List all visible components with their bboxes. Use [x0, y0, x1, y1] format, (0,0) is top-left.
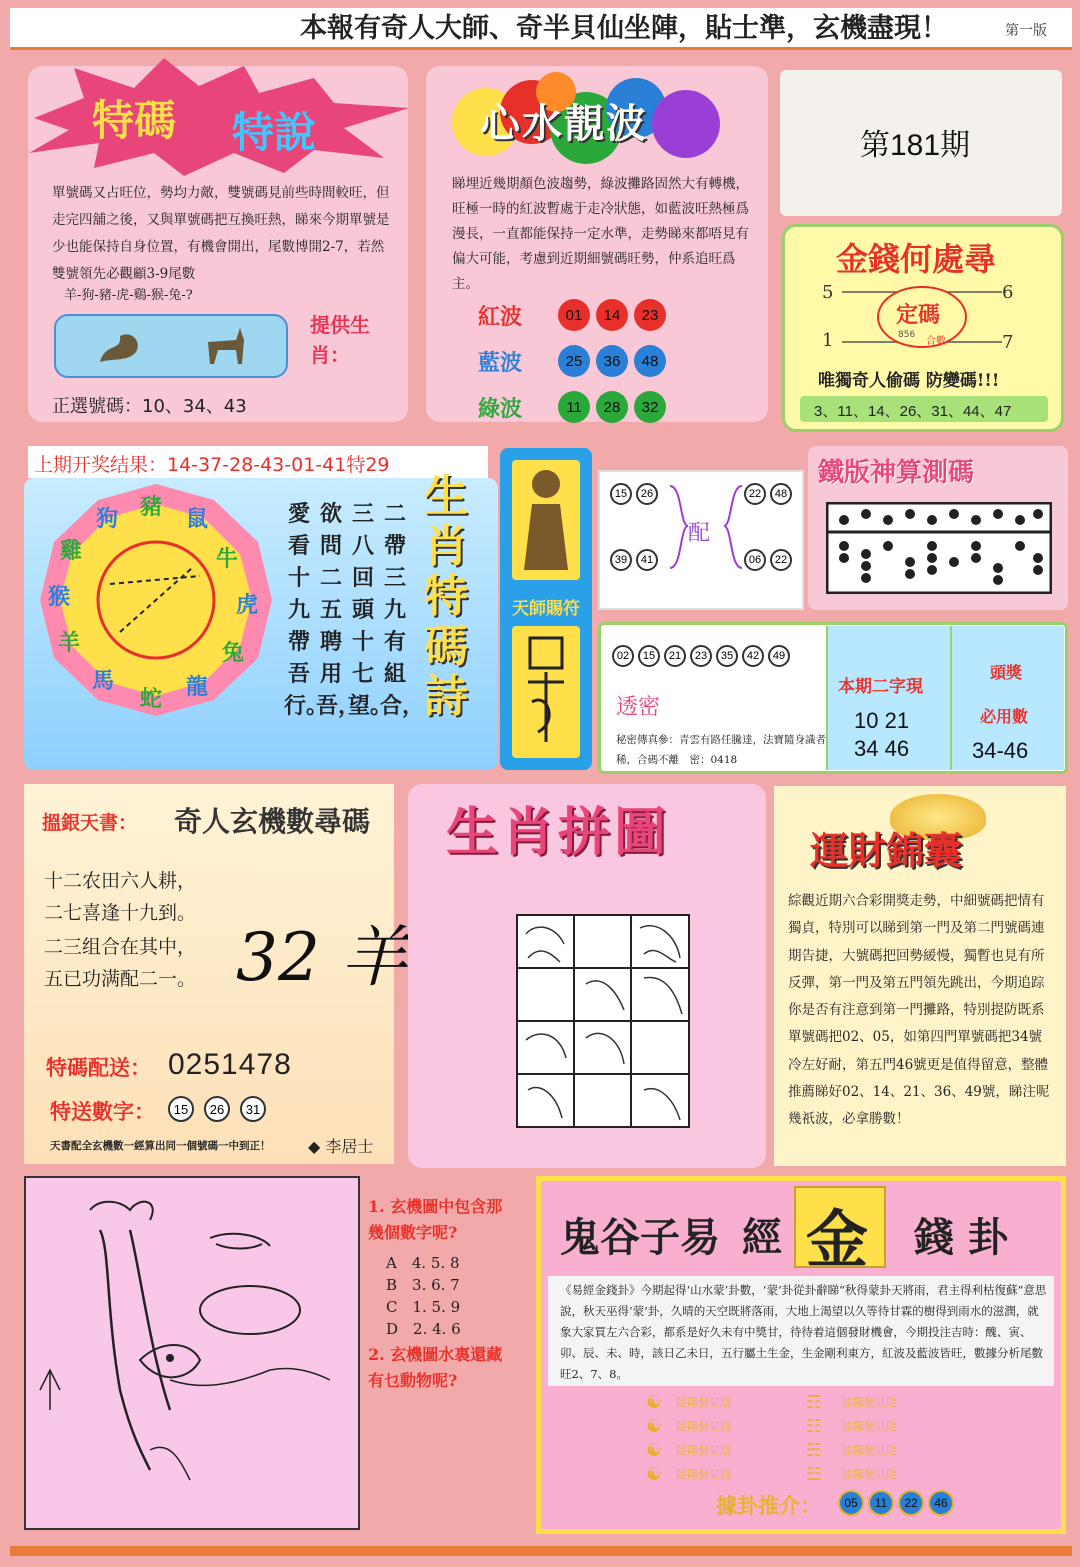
zodiac-ox: 牛 — [216, 547, 239, 572]
toumi-nums — [612, 644, 794, 667]
yao-icon: ☳ — [806, 1463, 823, 1485]
guigu-title-c: 錢卦 — [914, 1214, 1022, 1261]
wave-row-red — [478, 292, 738, 338]
wave-rows — [478, 292, 738, 430]
toumi-note: 秘密傳真參：青雲有路任騰達，法寶隨身識者稀，合碼不離 密：0418 — [616, 734, 826, 766]
hex-row — [806, 1414, 966, 1438]
jinqian-title: 金錢何處尋 — [836, 240, 997, 278]
send-circle: 31 — [240, 1096, 266, 1122]
qiren-line-4: 五已功满配二一。 — [44, 968, 197, 990]
tou-sub: 必用數 — [980, 707, 1029, 726]
wave-row-green — [478, 384, 738, 430]
erzi-num-2: 34 46 — [854, 736, 910, 761]
zodiac-snake: 蛇 — [140, 687, 163, 712]
yao-icon: ☶ — [806, 1391, 823, 1413]
pei-circle: 26 — [636, 483, 658, 505]
pei-circle: 15 — [610, 483, 632, 505]
bagua-icon: ☯ — [646, 1439, 663, 1461]
qiren-author: ◆ 李居士 — [308, 1137, 374, 1156]
toumi-circle: 15 — [638, 645, 660, 667]
hexagram-right — [806, 1390, 966, 1486]
erzi-title: 本期二字現 — [838, 677, 923, 697]
provide-label: 提供生肖： — [310, 313, 370, 367]
frog-tree-drawing — [30, 1190, 350, 1520]
tema-animals: 羊-狗-豬-虎-鷄-猴-兔-? — [64, 288, 193, 303]
zodiac-goat: 羊 — [58, 631, 81, 656]
wave-row-blue — [478, 338, 738, 384]
zodiac-pig: 豬 — [140, 495, 163, 520]
xinshui-title: 心水靚波 — [480, 100, 648, 147]
question-2: 2. 玄機圖水裏還藏有乜動物呢? — [368, 1345, 503, 1390]
guigu-title-gold: 金 — [806, 1203, 869, 1276]
bagua-icon: ☯ — [646, 1415, 663, 1437]
wave-label-blue: 藍波 — [478, 349, 523, 376]
recommend-nums — [838, 1490, 958, 1516]
tianshi-label: 天師賜符 — [512, 599, 580, 619]
pei-left-top — [610, 482, 662, 505]
tou-val: 34-46 — [972, 738, 1029, 763]
send-circle: 26 — [204, 1096, 230, 1122]
hex-row — [646, 1438, 786, 1462]
wave-label-green: 綠波 — [478, 395, 523, 422]
hex-label: 陰陽倒見陰 — [676, 1396, 732, 1409]
tema-title-1: 特碼 — [92, 96, 177, 145]
yao-icon: ☵ — [806, 1439, 823, 1461]
last-result: 上期开奖结果：14-37-28-43-01-41特29 — [34, 454, 390, 476]
recommend-circle: 11 — [868, 1490, 894, 1516]
jinqian-slogan: 唯獨奇人偷碼 防變碼!!! — [818, 371, 1000, 391]
zodiac-dog: 狗 — [96, 507, 119, 532]
yao-icon: ☷ — [806, 1415, 823, 1437]
yuncai-title: 運財錦囊 — [810, 828, 963, 873]
ball: 01 — [558, 299, 590, 331]
jinqian-numbers: 3、11、14、26、31、44、47 — [814, 403, 1012, 420]
poem-col-3: 欲問二五聘用吾， — [316, 501, 361, 719]
hex-label: 陰陽倒見陰 — [676, 1468, 732, 1481]
zodiac-tiger: 虎 — [236, 593, 259, 618]
option-c: C 1. 5. 9 — [386, 1298, 461, 1316]
yuncai-text: 綜觀近期六合彩開獎走勢，中細號碼把情有獨貞，特別可以睇到第一門及第二門號碼連期告捷，大號碼把回勢緩慢，獨暫也見有所反彈，第一門及第五門領先跳出，今期追踪你是否有注意到第一門攤路，特別提防既系單號碼把02、05，如第四門單號碼把34號冷左好耐，第五門46號更是值得留意，整體推薦睇好02、14、21、36、49號，睇注呢幾祇波，必拿勝數！ — [788, 893, 1050, 1128]
ball: 23 — [634, 299, 666, 331]
ball: 32 — [634, 391, 666, 423]
bagua-icon: ☯ — [646, 1463, 663, 1485]
hex-label: 陰陽倒見陰 — [842, 1468, 898, 1481]
hex-row — [646, 1414, 786, 1438]
qiren-handwrite: 32 羊 — [236, 919, 407, 996]
hex-label: 陰陽倒見陰 — [842, 1444, 898, 1457]
toumi-label: 透密 — [616, 695, 661, 720]
poem-title: 生肖特碼詩 — [424, 471, 468, 722]
pei-circle: 39 — [610, 549, 632, 571]
qiren-line-2: 二七喜逢十九到。 — [44, 902, 197, 924]
tema-starburst — [14, 58, 414, 178]
hex-row — [646, 1390, 786, 1414]
zodiac-monkey: 猴 — [48, 585, 71, 610]
toumi-circle: 42 — [742, 645, 764, 667]
toumi-circle: 21 — [664, 645, 686, 667]
qiren-title: 奇人玄機數尋碼 — [174, 805, 371, 838]
toumi-circle: 02 — [612, 645, 634, 667]
puzzle-grid — [516, 914, 690, 1128]
poem-col-1: 二帶三九有組合， — [380, 501, 425, 719]
bottom-strip — [10, 1546, 1072, 1556]
hexagram-left — [646, 1390, 786, 1486]
corner-br: 7 — [1002, 332, 1014, 353]
poem-col-4: 愛看十九帶吾行。 — [284, 501, 329, 719]
option-b: B 3. 6. 7 — [386, 1276, 460, 1294]
hex-label: 陰陽倒見陰 — [676, 1444, 732, 1457]
qiren-line-1: 十二农田六人耕， — [44, 870, 197, 892]
deer-icon — [200, 322, 250, 370]
poem-col-2: 三八回頭十七望。 — [348, 501, 393, 719]
ball: 28 — [596, 391, 628, 423]
recommend-circle: 05 — [838, 1490, 864, 1516]
tiepan-title: 鐵版神算測碼 — [818, 458, 975, 488]
pei-circle: 22 — [744, 483, 766, 505]
hex-label: 陰陽倒見陰 — [842, 1420, 898, 1433]
tou-title: 頭獎 — [990, 663, 1023, 682]
recommend-circle: 46 — [928, 1490, 954, 1516]
animal-box — [54, 314, 288, 378]
sage-icon — [518, 464, 574, 574]
abacus-icon — [826, 502, 1052, 594]
guigu-text: 《易經金錢卦》今期起得‘山水蒙’卦數，‘蒙’卦從卦辭睇“秋得蒙卦天將雨，君主得利枯復蘇”意思說，秋天巫得‘蒙’卦，久晴的天空既將落雨，大地上渴望以久等待甘霖的樹得到雨水的滋潤，就象大家買左六合彩，都系是好久未有中獎甘，待待着這個發財機會，今期投注吉時：醜、寅、卯、辰、未、時，該日乙未日，五行屬土生金，生金剛利東方，紅波及藍波皆旺，數據分析尾數旺2、7、8。 — [560, 1283, 1047, 1381]
recommend-label: 據卦推介： — [716, 1493, 821, 1518]
tema-text: 單號碼又占旺位，勢均力敵，雙號碼見前些時間較旺，但走完四舖之後，又與單號碼把互換旺熱，睇來今期單號是少也能保持自身位置，有機會開出，尾數博開2-7，若然雙號領先必觀顧3-9尾數 — [52, 185, 390, 282]
zodiac-rabbit: 兔 — [222, 641, 245, 666]
option-a: A 4. 5. 8 — [386, 1254, 460, 1272]
zodiac-dragon: 龍 — [186, 675, 209, 700]
hex-row — [806, 1390, 966, 1414]
qiren-footer: 天書配全玄機數一經算出同一個號碼一中到正！ — [50, 1140, 271, 1152]
ball: 14 — [596, 299, 628, 331]
corner-tr: 6 — [1002, 282, 1014, 303]
pei-label: 配 — [688, 521, 711, 546]
zodiac-rat: 鼠 — [186, 507, 209, 532]
qiren-tag: 搵銀天書： — [42, 812, 138, 834]
pei-right-top — [744, 482, 796, 505]
hex-row — [806, 1438, 966, 1462]
ball: 25 — [558, 345, 590, 377]
hex-label: 陰陽倒見陰 — [842, 1396, 898, 1409]
dingma-label: 定碼 — [896, 302, 941, 328]
bagua-icon: ☯ — [646, 1391, 663, 1413]
tema-send-val: 0251478 — [168, 1048, 292, 1081]
question-1: 1. 玄機圖中包含那幾個數字呢? — [368, 1197, 503, 1242]
pei-circle: 48 — [770, 483, 792, 505]
pei-right-bottom — [744, 548, 796, 571]
pei-circle: 22 — [770, 549, 792, 571]
ball: 11 — [558, 391, 590, 423]
toumi-circle: 49 — [768, 645, 790, 667]
pei-circle: 41 — [636, 549, 658, 571]
issue-label: 第181期 — [860, 129, 971, 162]
xinshui-text: 睇埋近幾期顏色波趨勢，綠波攤路固然大有轉機，旺極一時的紅波暫處于走冷狀態，如藍波旺熱極爲漫長，一直都能保持一定水準，走勢睇來都唔見有偏大可能，考慮到近期細號碼旺勢，仲系追旺爲主。 — [452, 176, 749, 292]
hex-row — [646, 1462, 786, 1486]
guigu-title-b: 經 — [742, 1214, 782, 1261]
zodiac-labels — [36, 480, 276, 720]
dingma-sub: 合數 — [926, 336, 946, 347]
header-headline: 本報有奇人大師、奇半貝仙坐陣，貼士準，玄機盡現！ — [300, 13, 948, 44]
hex-row — [806, 1462, 966, 1486]
hex-label: 陰陽倒見陰 — [676, 1420, 732, 1433]
pei-circle: 06 — [744, 549, 766, 571]
tema-title-2: 特說 — [232, 108, 317, 157]
option-d: D 2. 4. 6 — [386, 1320, 461, 1338]
corner-tl: 5 — [822, 282, 834, 303]
send-num-label: 特送數字： — [50, 1099, 155, 1124]
dragon-icon — [92, 322, 152, 370]
corner-bl: 1 — [822, 330, 834, 351]
send-circle: 15 — [168, 1096, 194, 1122]
toumi-circle: 23 — [690, 645, 712, 667]
pei-left-bottom — [610, 548, 662, 571]
erzi-num-1: 10 21 — [854, 708, 910, 733]
ball: 36 — [596, 345, 628, 377]
pintu-title: 生肖拼圖 — [446, 802, 671, 863]
dingma-num: 856 — [898, 330, 916, 340]
zodiac-horse: 馬 — [92, 669, 115, 694]
tema-send-label: 特碼配送： — [46, 1055, 151, 1080]
edition-label: 第一版 — [1005, 23, 1047, 39]
guigu-title-a: 鬼谷子易 — [560, 1214, 720, 1261]
zhengxuan-text: 正選號碼：10、34、43 — [52, 396, 247, 417]
ball: 48 — [634, 345, 666, 377]
toumi-circle: 35 — [716, 645, 738, 667]
qiren-line-3: 二三组合在其中， — [44, 936, 197, 958]
talisman-icon — [518, 632, 574, 752]
send-nums — [168, 1096, 270, 1122]
wave-label-red: 紅波 — [478, 303, 523, 330]
zodiac-rooster: 雞 — [60, 539, 83, 564]
recommend-circle: 22 — [898, 1490, 924, 1516]
